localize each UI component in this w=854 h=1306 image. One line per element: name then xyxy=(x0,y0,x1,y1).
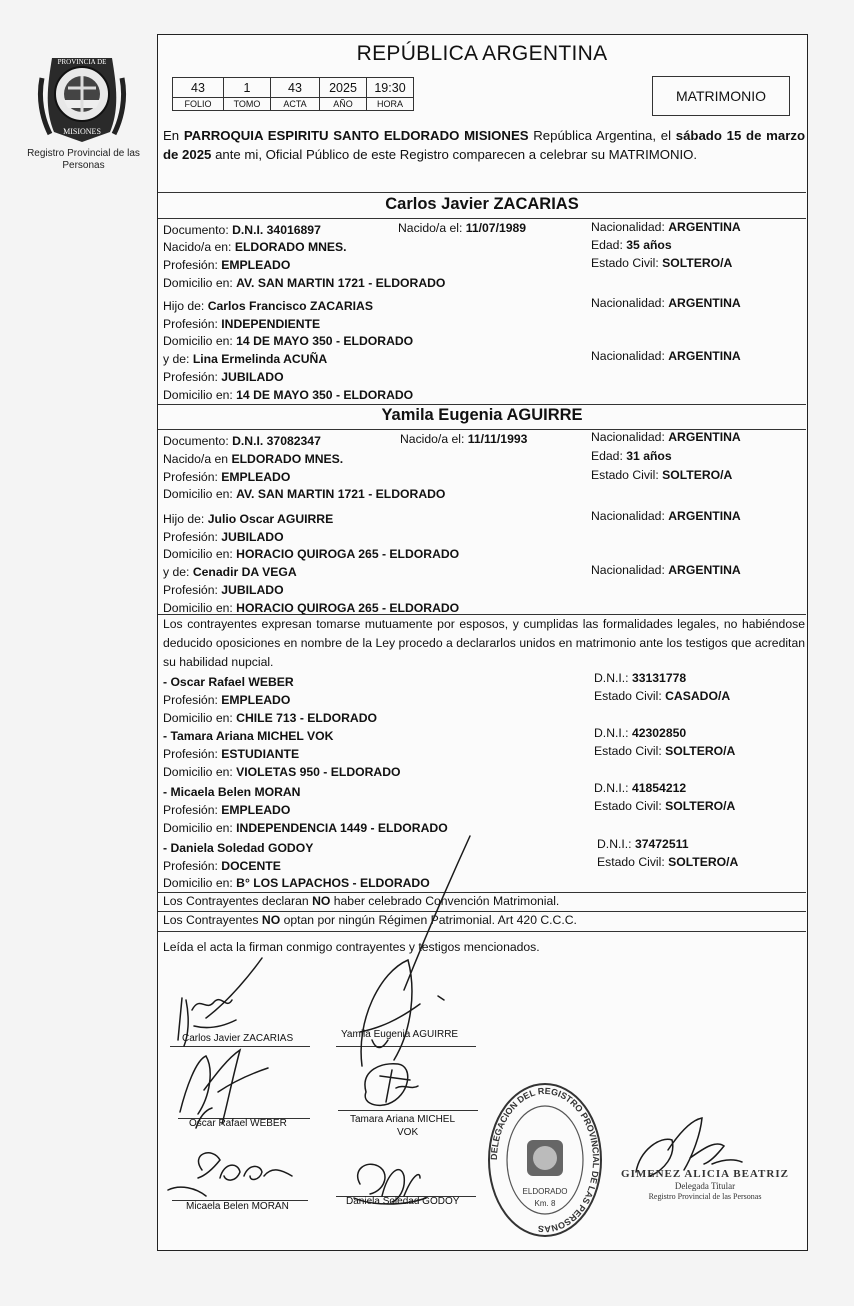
intro-paragraph: En PARROQUIA ESPIRITU SANTO ELDORADO MISIONES República Argentina, el sábado 15 de marzo de 2025 ante mi, Oficial Público de este Registro comparecen a celebrar su MATRIMONIO. xyxy=(163,128,805,162)
signature-label-yamila: Yamila Eugenia AGUIRRE xyxy=(341,1029,459,1040)
anio-label: AÑO xyxy=(320,98,367,111)
signature-label-daniela: Daniela Soledad GODOY xyxy=(346,1196,460,1207)
act-type-box: MATRIMONIO xyxy=(652,76,790,116)
spouse2-father-nationality: Nacionalidad: ARGENTINA xyxy=(591,509,741,523)
registry-name: Registro Provincial de las Personas xyxy=(27,148,140,171)
folio-value: 43 xyxy=(173,78,224,98)
acta-label: ACTA xyxy=(271,98,320,111)
stamp-ring-text: DELEGACION DEL REGISTRO PROVINCIAL DE LAS PERSONAS xyxy=(488,1085,602,1235)
closing-text: Leída el acta la firman conmigo contrayentes y testigos mencionados. xyxy=(163,940,540,954)
spouse2-father: Hijo de: Julio Oscar AGUIRRE xyxy=(163,512,334,526)
witness4-name: - Daniela Soledad GODOY xyxy=(163,841,314,855)
witness3-name: - Micaela Belen MORAN xyxy=(163,785,301,799)
spouse2-document: Documento: D.N.I. 37082347 xyxy=(163,434,321,448)
official-title: Delegada Titular xyxy=(674,1181,736,1191)
witness4-address: Domicilio en: B° LOS LAPACHOS - ELDORADO xyxy=(163,876,430,890)
spouse1-mother: y de: Lina Ermelinda ACUÑA xyxy=(163,352,328,366)
delegation-stamp xyxy=(487,1082,603,1238)
spouse1-civil-status: Estado Civil: SOLTERO/A xyxy=(591,256,733,270)
seal-text-top: PROVINCIA DE xyxy=(57,58,107,66)
spouse1-father-profession: Profesión: INDEPENDIENTE xyxy=(163,317,321,331)
seal-text-bottom: MISIONES xyxy=(63,127,101,136)
spouse1-document: Documento: D.N.I. 34016897 xyxy=(163,223,321,237)
spouse2-age: Edad: 31 años xyxy=(591,449,672,463)
spouse1-father: Hijo de: Carlos Francisco ZACARIAS xyxy=(163,299,373,313)
spouse1-address: Domicilio en: AV. SAN MARTIN 1721 - ELDORADO xyxy=(163,276,446,290)
witness1-profession: Profesión: EMPLEADO xyxy=(163,693,291,707)
spouse2-mother: y de: Cenadir DA VEGA xyxy=(163,565,297,579)
folio-label: FOLIO xyxy=(173,98,224,111)
spouse2-nationality: Nacionalidad: ARGENTINA xyxy=(591,430,741,444)
page-title: REPÚBLICA ARGENTINA xyxy=(356,42,608,65)
convention-text: Los Contrayentes declaran NO haber celebrado Convención Matrimonial. xyxy=(163,894,560,908)
spouse1-mother-address: Domicilio en: 14 DE MAYO 350 - ELDORADO xyxy=(163,388,414,402)
witness3-dni: D.N.I.: 41854212 xyxy=(594,781,687,795)
spouse2-birthplace: Nacido/a en ELDORADO MNES. xyxy=(163,452,344,466)
acta-value: 43 xyxy=(271,78,320,98)
witness2-profession: Profesión: ESTUDIANTE xyxy=(163,747,300,761)
witness3-civil-status: Estado Civil: SOLTERO/A xyxy=(594,799,736,813)
witness1-address: Domicilio en: CHILE 713 - ELDORADO xyxy=(163,711,378,725)
hora-label: HORA xyxy=(367,98,414,111)
signature-label-carlos: Carlos Javier ZACARIAS xyxy=(182,1033,294,1044)
tomo-label: TOMO xyxy=(224,98,271,111)
spouse1-father-nationality: Nacionalidad: ARGENTINA xyxy=(591,296,741,310)
spouse1-nationality: Nacionalidad: ARGENTINA xyxy=(591,220,741,234)
witness1-name: - Oscar Rafael WEBER xyxy=(163,675,294,689)
tomo-value: 1 xyxy=(224,78,271,98)
signature-label-tamara-2: VOK xyxy=(397,1127,419,1138)
witness4-civil-status: Estado Civil: SOLTERO/A xyxy=(597,855,739,869)
spouse2-father-address: Domicilio en: HORACIO QUIROGA 265 - ELDORADO xyxy=(163,547,460,561)
spouse2-profession: Profesión: EMPLEADO xyxy=(163,470,291,484)
spouse2-name: Yamila Eugenia AGUIRRE xyxy=(381,406,583,424)
spouse2-address: Domicilio en: AV. SAN MARTIN 1721 - ELDORADO xyxy=(163,487,446,501)
witness3-address: Domicilio en: INDEPENDENCIA 1449 - ELDORADO xyxy=(163,821,448,835)
spouse2-mother-address: Domicilio en: HORACIO QUIROGA 265 - ELDORADO xyxy=(163,601,460,615)
hora-value: 19:30 xyxy=(367,78,414,98)
spouse1-mother-nationality: Nacionalidad: ARGENTINA xyxy=(591,349,741,363)
witness2-address: Domicilio en: VIOLETAS 950 - ELDORADO xyxy=(163,765,401,779)
spouse1-profession: Profesión: EMPLEADO xyxy=(163,258,291,272)
official-office: Registro Provincial de las Personas xyxy=(648,1192,762,1201)
witness2-civil-status: Estado Civil: SOLTERO/A xyxy=(594,744,736,758)
stamp-number: Km. 8 xyxy=(534,1199,556,1208)
witness2-dni: D.N.I.: 42302850 xyxy=(594,726,687,740)
spouse2-father-profession: Profesión: JUBILADO xyxy=(163,530,284,544)
spouse2-mother-nationality: Nacionalidad: ARGENTINA xyxy=(591,563,741,577)
witness1-civil-status: Estado Civil: CASADO/A xyxy=(594,689,731,703)
spouse1-mother-profession: Profesión: JUBILADO xyxy=(163,370,284,384)
signature-label-micaela: Micaela Belen MORAN xyxy=(186,1201,289,1212)
spouse1-birthdate: Nacido/a el: 11/07/1989 xyxy=(398,221,527,235)
witness2-name: - Tamara Ariana MICHEL VOK xyxy=(163,729,334,743)
spouse2-mother-profession: Profesión: JUBILADO xyxy=(163,583,284,597)
witness4-profession: Profesión: DOCENTE xyxy=(163,859,281,873)
spouse1-name: Carlos Javier ZACARIAS xyxy=(385,195,579,213)
spouse1-father-address: Domicilio en: 14 DE MAYO 350 - ELDORADO xyxy=(163,334,414,348)
regime-text: Los Contrayentes NO optan por ningún Régimen Patrimonial. Art 420 C.C.C. xyxy=(163,913,577,927)
anio-value: 2025 xyxy=(320,78,367,98)
official-name: GIMENEZ ALICIA BEATRIZ xyxy=(621,1168,789,1180)
spouse2-civil-status: Estado Civil: SOLTERO/A xyxy=(591,468,733,482)
spouse2-birthdate: Nacido/a el: 11/11/1993 xyxy=(400,432,528,446)
signature-label-tamara: Tamara Ariana MICHEL xyxy=(350,1114,456,1125)
witness1-dni: D.N.I.: 33131778 xyxy=(594,671,687,685)
signature-label-oscar: Oscar Rafael WEBER xyxy=(189,1118,287,1129)
spouse1-age: Edad: 35 años xyxy=(591,238,672,252)
official-signature-block xyxy=(620,1168,790,1201)
stamp-place: ELDORADO xyxy=(522,1187,568,1196)
spouse1-birthplace: Nacido/a en: ELDORADO MNES. xyxy=(163,240,347,254)
declaration-text: Los contrayentes expresan tomarse mutuamente por esposos, y cumplidas las formalidades legales, no habiéndose deducido oposiciones en nombre de la Ley procedo a declararlos unidos en matrimonio ante los testigos que acreditan su habilidad nupcial. xyxy=(163,617,805,669)
witness3-profession: Profesión: EMPLEADO xyxy=(163,803,291,817)
witness4-dni: D.N.I.: 37472511 xyxy=(597,837,689,851)
